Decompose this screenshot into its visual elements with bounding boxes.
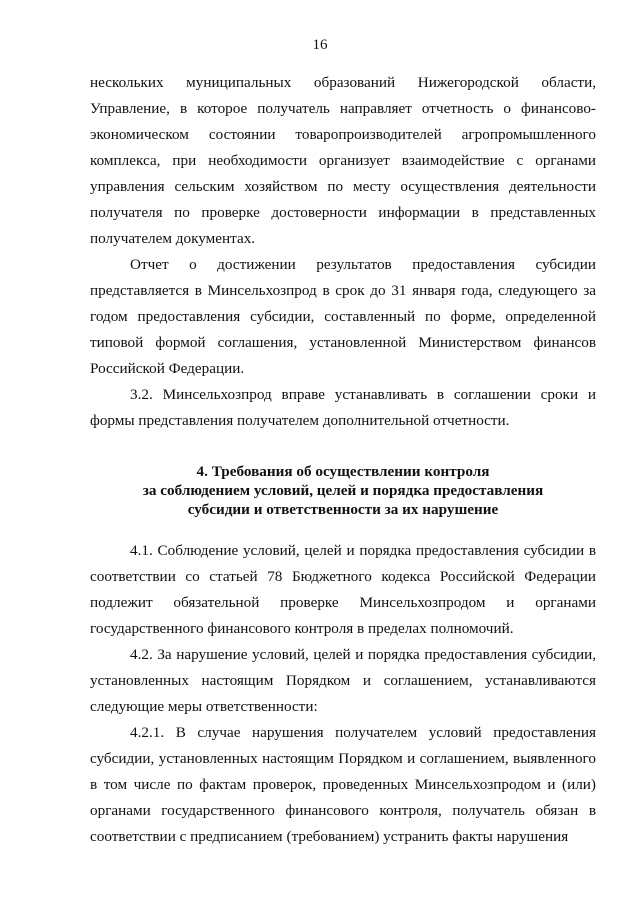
paragraph-report-deadline: Отчет о достижении результатов предоставления субсидии представляется в Минсельхозпрод в срок до 31 января года, следующего за годом предоставления субсидии, составленный по форме, определенной типовой формой соглашения, установленной Министерством финансов Российской Федерации.: [90, 256, 596, 377]
paragraph-4-2-1: 4.2.1. В случае нарушения получателем условий предоставления субсидии, установленных настоящим Порядком и соглашением, выявленного в том числе по фактам проверок, проведенных Минсельхозпродом и (или) органами государственного финансового контроля, получатель обязан в соответствии с предписанием (требованием) устранить факты нарушения: [90, 724, 596, 845]
page-number: 16: [312, 37, 328, 53]
body-text-section-4: [90, 538, 596, 850]
section-heading-line-1: 4. Требования об осуществлении контроля: [196, 463, 490, 480]
paragraph-3-2: 3.2. Минсельхозпрод вправе устанавливать в соглашении сроки и формы представления получателем дополнительной отчетности.: [90, 386, 596, 429]
paragraph-4-2: 4.2. За нарушение условий, целей и порядка предоставления субсидии, установленных настоящим Порядком и соглашением, устанавливаются следующие меры ответственности:: [90, 646, 596, 715]
body-text-top: [90, 70, 596, 434]
section-heading: [90, 462, 596, 519]
section-heading-line-2: за соблюдением условий, целей и порядка предоставления: [142, 482, 544, 499]
paragraph-continuation: нескольких муниципальных образований Нижегородской области, Управление, в которое получатель направляет отчетность о финансово-экономическом состоянии товаропроизводителей агропромышленного комплекса, при необходимости организует взаимодействие с органами управления сельским хозяйством по месту осуществления деятельности получателя по проверке достоверности информации в представленных получателем документах.: [90, 74, 596, 247]
paragraph-4-1: 4.1. Соблюдение условий, целей и порядка предоставления субсидии в соответствии со статьей 78 Бюджетного кодекса Российской Федерации подлежит обязательной проверке Минсельхозпродом и органами государственного финансового контроля в пределах полномочий.: [90, 542, 596, 637]
section-heading-line-3: субсидии и ответственности за их нарушение: [187, 501, 499, 518]
